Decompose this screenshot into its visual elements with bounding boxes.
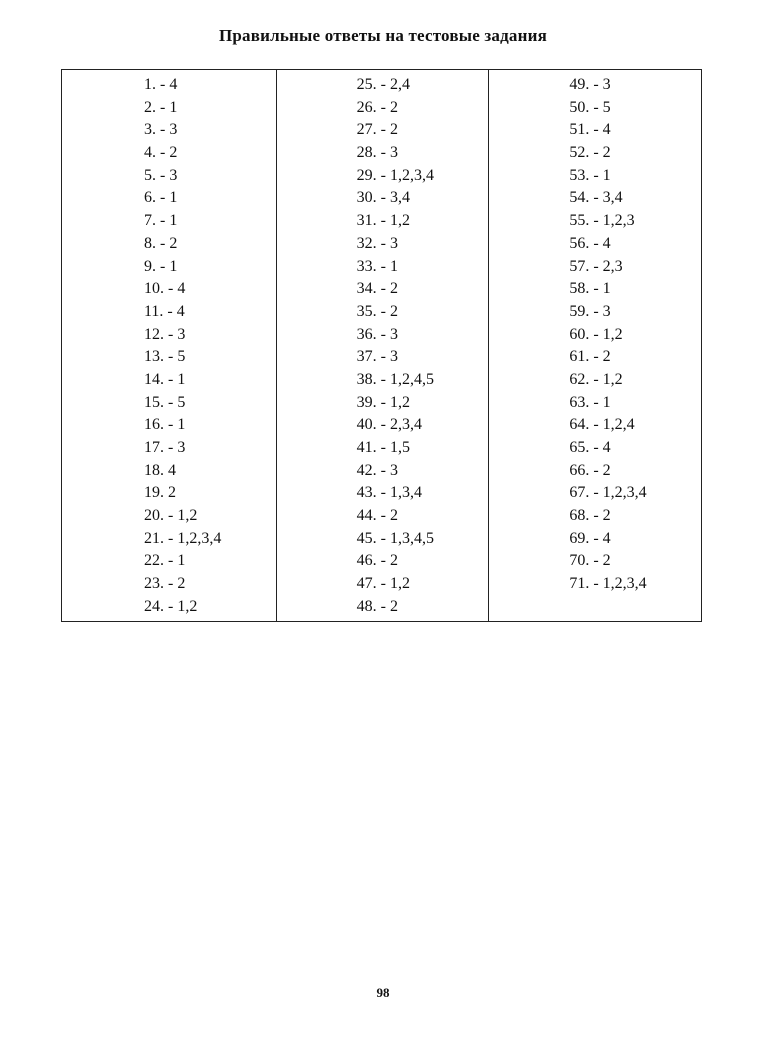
answer-item: 39. - 1,2 [356,393,410,411]
answer-column-2 [276,70,489,621]
answer-item: 55. - 1,2,3 [569,212,635,230]
answer-item: 7. - 1 [144,212,178,230]
answer-item: 37. - 3 [356,348,398,366]
answer-item: 11. - 4 [144,302,185,320]
answer-item: 62. - 1,2 [569,370,623,388]
answer-item: 70. - 2 [569,552,611,570]
page-number: 98 [376,985,390,1000]
answer-item: 71. - 1,2,3,4 [569,575,647,593]
answer-column-3 [488,70,701,621]
answer-item: 29. - 1,2,3,4 [356,166,434,184]
answer-item: 13. - 5 [144,348,186,366]
answer-item: 22. - 1 [144,552,186,570]
answer-item: 63. - 1 [569,393,611,411]
answer-item: 64. - 1,2,4 [569,416,635,434]
answer-item: 42. - 3 [356,461,398,479]
answer-item: 26. - 2 [356,98,398,116]
answer-item: 59. - 3 [569,302,611,320]
answer-item: 47. - 1,2 [356,575,410,593]
answer-item: 32. - 3 [356,234,398,252]
answer-item: 67. - 1,2,3,4 [569,484,647,502]
answer-item: 33. - 1 [356,257,398,275]
answer-item: 66. - 2 [569,461,611,479]
answer-item: 21. - 1,2,3,4 [144,529,222,547]
answer-item: 17. - 3 [144,439,186,456]
answer-item: 8. - 2 [144,234,178,252]
answer-item: 2. - 1 [144,98,178,116]
answer-item: 52. - 2 [569,144,611,162]
answer-item: 28. - 3 [356,144,398,162]
answer-item: 57. - 2,3 [569,257,623,275]
answer-item: 31. - 1,2 [356,212,410,230]
answer-item: 43. - 1,3,4 [356,484,422,502]
answer-item: 12. - 3 [144,325,186,343]
answer-item: 54. - 3,4 [569,189,623,207]
answer-item: 20. - 1,2 [144,507,198,525]
answer-table [61,69,702,622]
answer-item: 68. - 2 [569,507,611,525]
answer-item: 9. - 1 [144,257,178,275]
answer-item: 46. - 2 [356,552,398,570]
answer-item: 1. - 4 [144,76,178,93]
answer-column-1 [62,70,276,621]
answer-item: 24. - 1,2 [144,597,198,615]
answer-item: 45. - 1,3,4,5 [356,529,434,547]
answer-item: 3. - 3 [144,121,178,139]
answer-item: 56. - 4 [569,234,611,252]
page-title: Правильные ответы на тестовые задания [218,26,548,45]
answer-item: 27. - 2 [356,121,398,139]
answer-item: 25. - 2,4 [356,76,410,93]
answer-item: 53. - 1 [569,166,611,184]
answer-item: 15. - 5 [144,393,186,411]
answer-item: 6. - 1 [144,189,178,207]
answer-item: 51. - 4 [569,121,611,139]
answer-item: 36. - 3 [356,325,398,343]
answer-item: 5. - 3 [144,166,178,184]
answer-item: 23. - 2 [144,575,186,593]
answer-item: 40. - 2,3,4 [356,416,422,434]
answer-item: 14. - 1 [144,370,186,388]
answer-item: 41. - 1,5 [356,439,410,456]
answer-item: 49. - 3 [569,76,611,93]
answer-item: 4. - 2 [144,144,178,162]
answer-item: 16. - 1 [144,416,186,434]
answer-item: 50. - 5 [569,98,611,116]
answer-item: 65. - 4 [569,439,611,456]
answer-item: 44. - 2 [356,507,398,525]
answer-item: 61. - 2 [569,348,611,366]
answer-item: 19. 2 [144,484,176,502]
answer-item: 30. - 3,4 [356,189,410,207]
answer-item: 58. - 1 [569,280,611,298]
answer-item: 35. - 2 [356,302,398,320]
answer-item: 38. - 1,2,4,5 [356,370,434,388]
answer-item: 34. - 2 [356,280,398,298]
answer-item: 48. - 2 [356,597,398,615]
answer-item: 18. 4 [144,461,176,479]
answer-item: 60. - 1,2 [569,325,623,343]
answer-item: 10. - 4 [144,280,186,298]
answer-item: 69. - 4 [569,529,611,547]
